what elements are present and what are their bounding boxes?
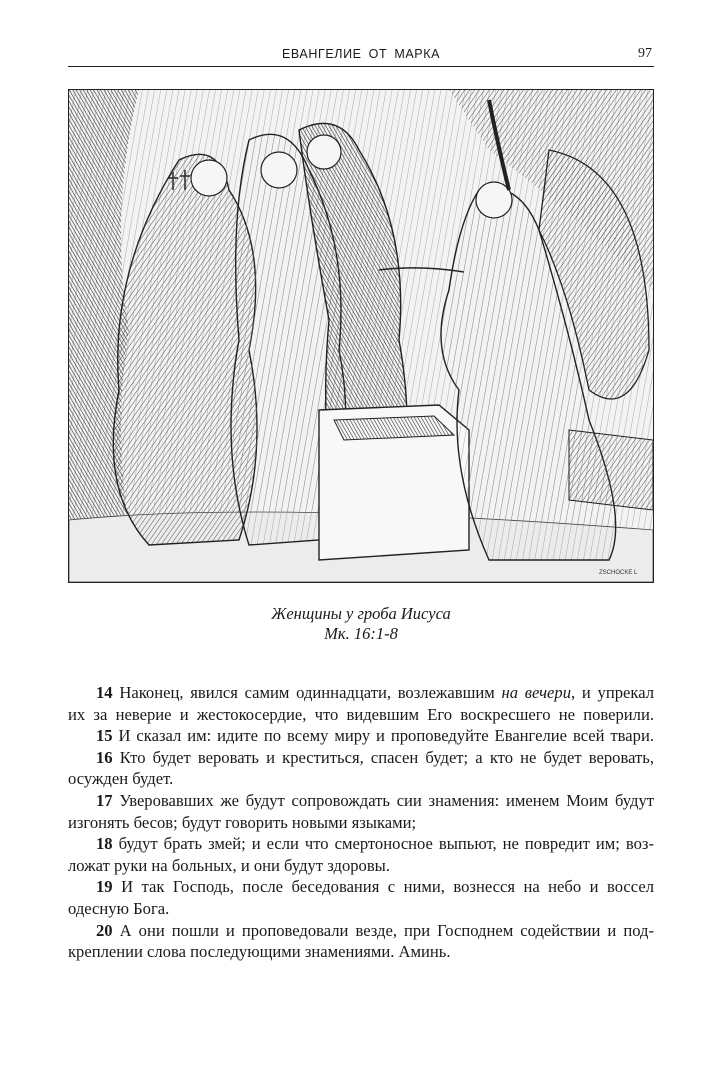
engraver-signature: ZSCHOCKE L: [599, 570, 638, 576]
engraving-illustration: [68, 89, 654, 583]
verse-number: 17: [96, 790, 113, 810]
verse-19-line-1: 19 И так Господь, после беседования с ними, вознесся на небо и воссел: [96, 877, 654, 897]
verse-20-line-1: 20 А они пошли и проповедовали везде, при Господнем содействии и под-: [96, 920, 654, 940]
running-head: [68, 44, 654, 67]
verse-number: 18: [96, 834, 113, 854]
engraving-artwork: [69, 90, 653, 582]
verse-17-line-2: изгонять бесов; будут говорить новыми языками;: [68, 812, 417, 832]
verse-15-line-1: 15 И сказал им: идите по всему миру и проповедуйте Евангелие всей твари.: [96, 726, 654, 746]
verse-14-line-1: 14 Наконец, явился самим одиннадцати, возлежавшим на вечери, и упрекал: [96, 683, 654, 702]
verse-number: 19: [96, 877, 113, 897]
illustration-caption-reference: Мк. 16:1-8: [324, 624, 398, 643]
verse-number: 20: [96, 920, 113, 940]
running-title: ЕВАНГЕЛИЕ ОТ МАРКА: [281, 47, 441, 61]
verse-19-line-2: одесную Бога.: [68, 898, 170, 918]
page-number: 97: [638, 46, 652, 61]
verse-16-line-2: осужден будет.: [68, 769, 174, 789]
illustration-caption-title: Женщины у гроба Иисуса: [271, 604, 451, 623]
verse-number: 16: [96, 747, 113, 767]
verse-16-line-1: 16 Кто будет веровать и креститься, спасен будет; а кто не будет веровать,: [96, 747, 654, 767]
verse-number: 15: [96, 726, 113, 746]
verse-number: 14: [96, 683, 113, 702]
verse-18-line-2: ложат руки на больных, и они будут здоровы.: [68, 855, 390, 875]
verse-18-line-1: 18 будут брать змей; и если что смертоносное выпьют, не повредит им; воз-: [96, 834, 654, 854]
verse-14-line-2: их за неверие и жестокосердие, что видевшим Его воскресшего не поверили.: [68, 704, 654, 724]
verse-20-line-2: креплении слова последующими знамениями. Аминь.: [68, 942, 451, 962]
verse-17-line-1: 17 Уверовавших же будут сопровождать сии знамения: именем Моим будут: [96, 790, 654, 810]
verse-text-block: [68, 682, 654, 963]
